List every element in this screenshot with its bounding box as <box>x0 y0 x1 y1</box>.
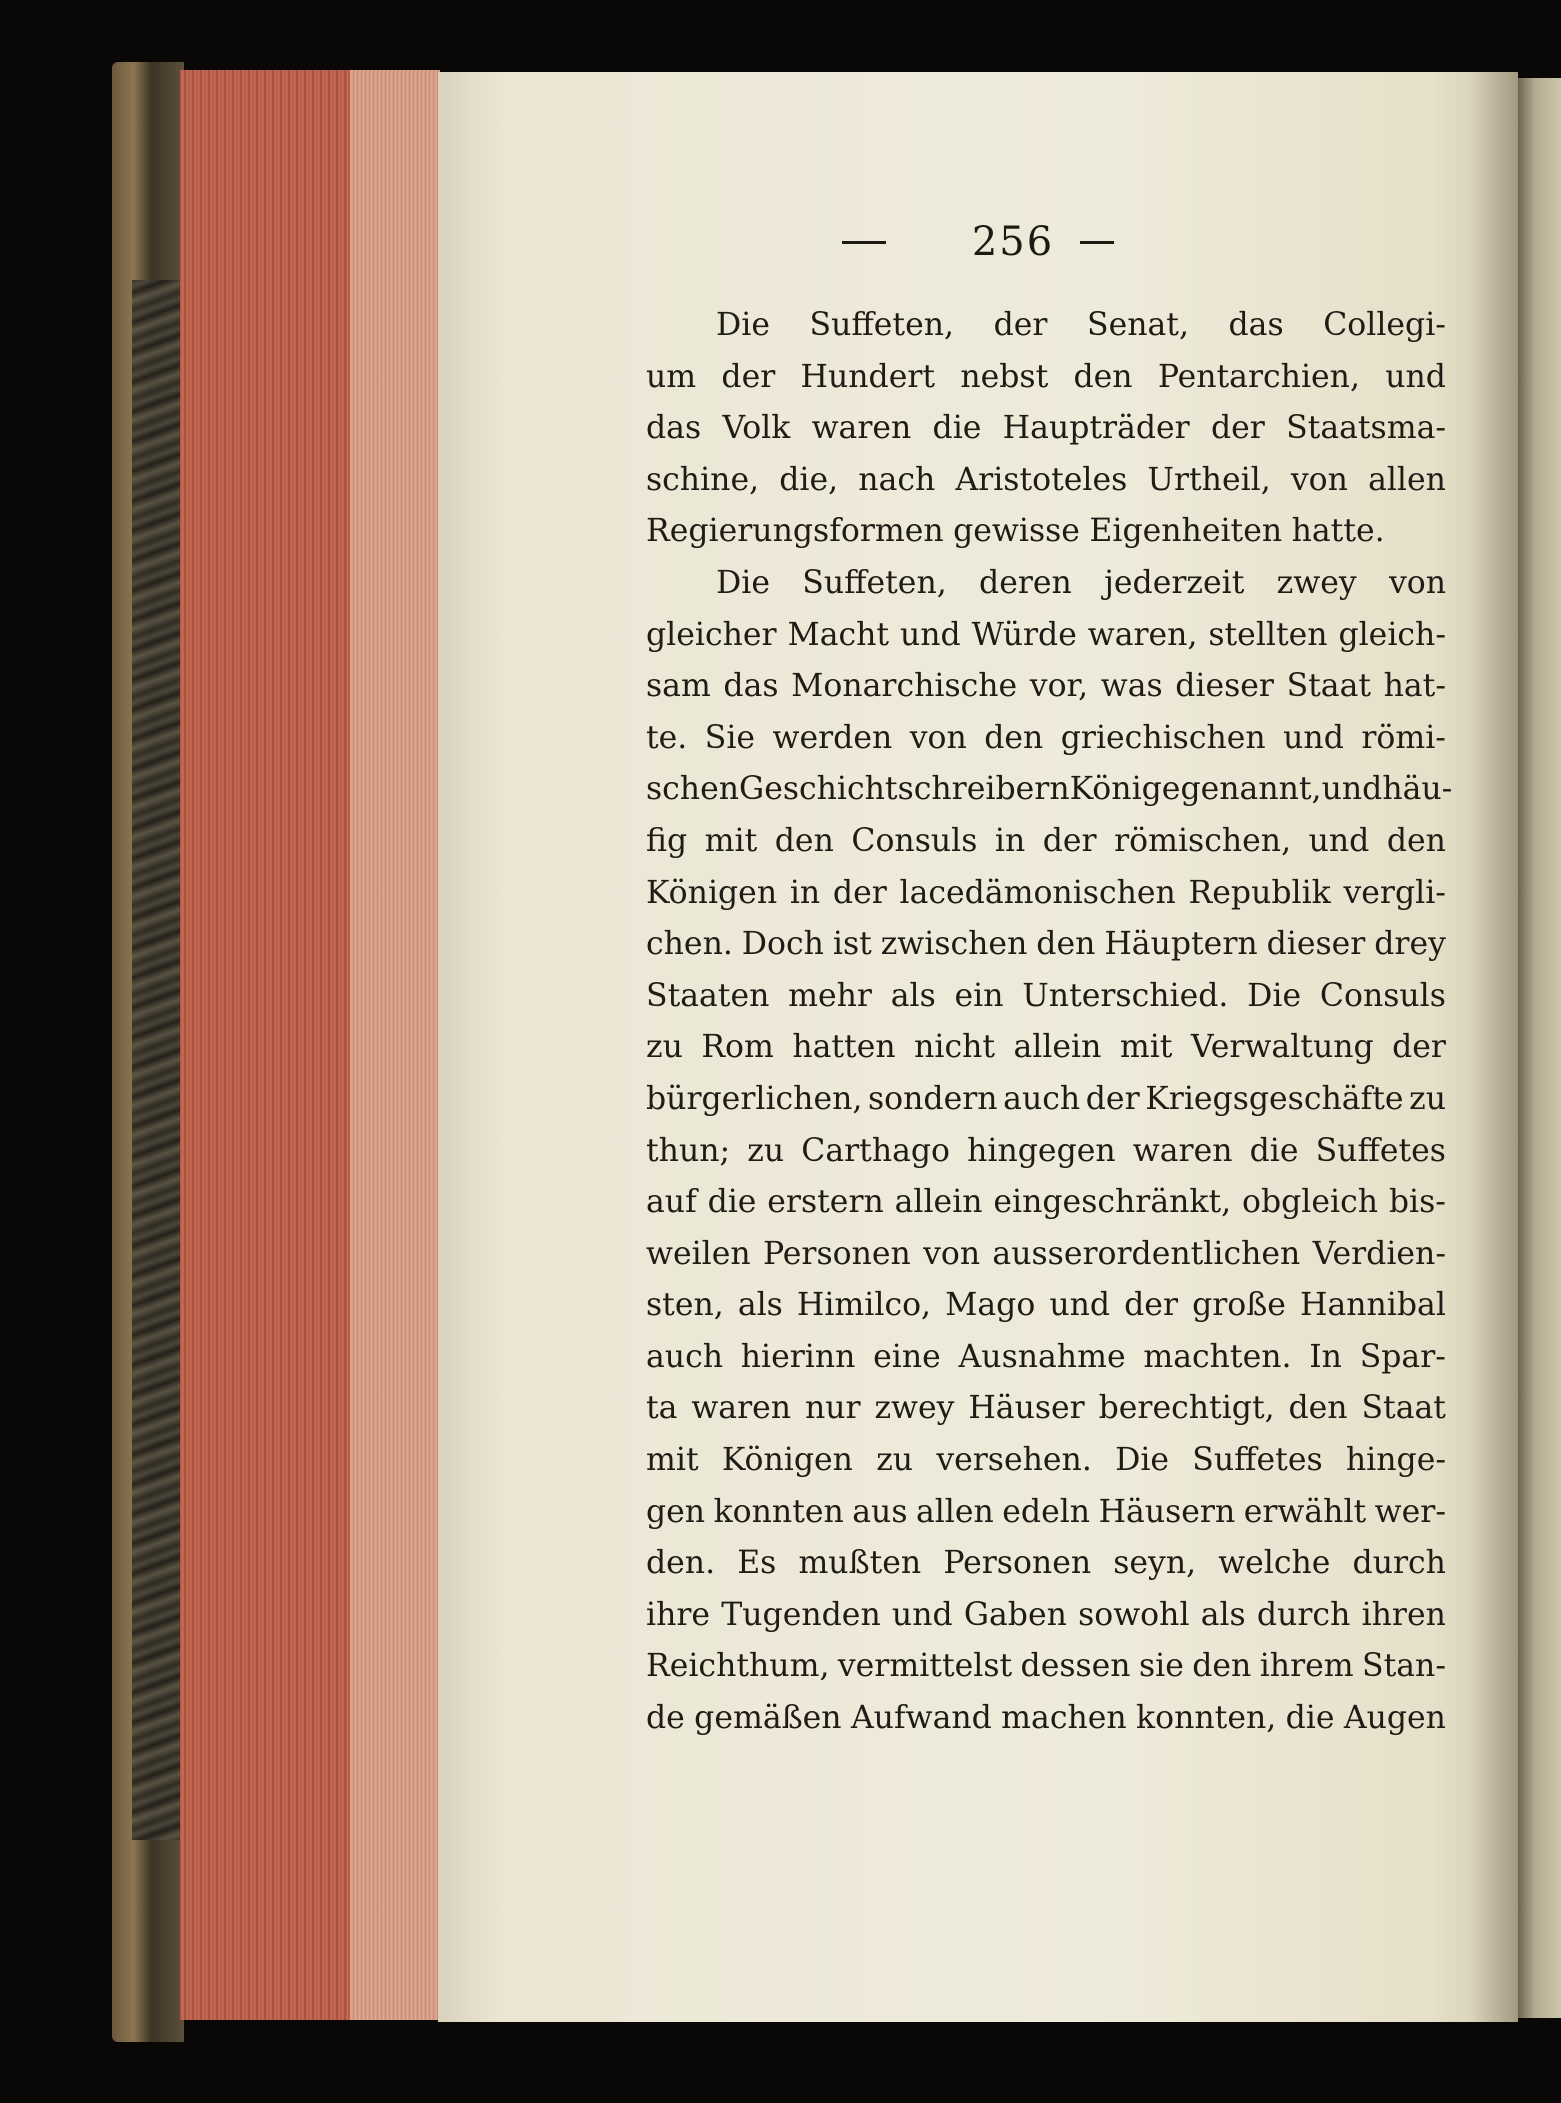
word: den <box>1192 1648 1252 1685</box>
word: Würde <box>971 616 1077 653</box>
word: sowohl <box>1078 1596 1190 1633</box>
word: durch <box>1256 1596 1351 1633</box>
word: jederzeit <box>1104 564 1245 601</box>
word: von <box>909 719 967 756</box>
word: nach <box>858 461 936 498</box>
word: sondern <box>868 1080 998 1117</box>
word: die <box>932 410 982 447</box>
word: mehr <box>788 977 872 1014</box>
word: welche <box>1218 1545 1331 1582</box>
word: Himilco, <box>796 1287 932 1324</box>
word: Staat <box>1286 668 1372 705</box>
word: ist <box>832 926 872 963</box>
word: der <box>1210 410 1265 447</box>
word: Mago <box>945 1287 1036 1324</box>
word: mußten <box>798 1545 922 1582</box>
text-line <box>646 1074 1446 1126</box>
text-line <box>646 1229 1446 1281</box>
word: mit <box>1119 1029 1173 1066</box>
word: nebst <box>960 358 1049 395</box>
text-line <box>646 610 1446 662</box>
word: versehen. <box>936 1442 1092 1479</box>
word: der <box>832 874 887 911</box>
word: bürgerlichen, <box>646 1080 863 1117</box>
word: Macht <box>787 616 890 653</box>
word: berechtigt, <box>1098 1390 1275 1427</box>
word: von <box>1290 461 1348 498</box>
word: zu <box>1409 1080 1446 1117</box>
marbled-cover-edge <box>132 280 184 1840</box>
word: und <box>1385 358 1446 395</box>
word: Staatsma- <box>1286 410 1446 447</box>
word: chen. <box>646 926 733 963</box>
word: Gaben <box>963 1596 1067 1633</box>
word: aus <box>852 1493 908 1530</box>
word: den <box>774 822 834 859</box>
word: allein <box>1013 1029 1102 1066</box>
word: Pentarchien, <box>1157 358 1360 395</box>
word: ihre <box>646 1596 711 1633</box>
word: die <box>707 1184 757 1221</box>
word: und <box>891 1596 953 1633</box>
word: Collegi- <box>1323 307 1446 343</box>
body-text <box>646 300 1453 1745</box>
word: Personen <box>943 1545 1092 1582</box>
word: Die <box>716 564 770 601</box>
word: Suffeten, <box>809 307 955 343</box>
word: Geschichtschreibern <box>739 771 1070 808</box>
word: Stan- <box>1362 1648 1446 1685</box>
word: den <box>1288 1390 1348 1427</box>
word: waren <box>811 410 912 447</box>
word: waren <box>691 1390 792 1427</box>
word: die <box>1285 1700 1335 1737</box>
word: hatte. <box>1291 513 1385 550</box>
word: Königen <box>646 874 778 911</box>
word: zu <box>876 1442 914 1479</box>
word: Königen <box>721 1442 853 1479</box>
word: Carthago <box>801 1132 951 1169</box>
word: Hundert <box>800 358 936 395</box>
text-line <box>646 1383 1446 1435</box>
word: ihrem <box>1259 1648 1354 1685</box>
text-line <box>646 971 1446 1023</box>
word: Tugenden <box>721 1596 881 1633</box>
word: hierinn <box>740 1338 856 1375</box>
word: weilen <box>646 1235 751 1272</box>
word: Häuptern <box>1104 926 1258 963</box>
word: Sie <box>704 719 756 756</box>
word: obgleich <box>1242 1184 1379 1221</box>
word: hat- <box>1383 668 1446 705</box>
text-line <box>646 1126 1446 1178</box>
word: häu- <box>1382 771 1453 808</box>
word: bis- <box>1388 1184 1446 1221</box>
text-line <box>646 352 1446 404</box>
text-line <box>646 1022 1446 1074</box>
word: nicht <box>914 1029 996 1066</box>
word: allein <box>894 1184 983 1221</box>
word: allen <box>915 1493 994 1530</box>
word: lacedämonischen <box>899 874 1176 911</box>
word: Republik <box>1188 874 1331 911</box>
word: sam <box>646 668 711 705</box>
word: und <box>1308 822 1370 859</box>
text-line <box>646 1538 1446 1590</box>
word: römi- <box>1361 719 1446 756</box>
word: schine, <box>646 461 760 498</box>
word: das <box>646 410 702 447</box>
word: der <box>1392 1029 1446 1066</box>
word: Verdien- <box>1312 1235 1446 1272</box>
word: Suffetes <box>1315 1132 1446 1169</box>
word: Suffeten, <box>802 564 947 601</box>
word: den <box>1386 822 1446 859</box>
word: wer- <box>1374 1493 1446 1530</box>
text-line <box>646 1435 1446 1487</box>
word: auf <box>646 1184 697 1221</box>
page-number: 256 <box>971 219 1055 265</box>
word: zwey <box>874 1390 955 1427</box>
text-line <box>646 868 1446 920</box>
word: sie <box>1138 1648 1184 1685</box>
word: eingeschränkt, <box>993 1184 1232 1221</box>
word: seyn, <box>1113 1545 1197 1582</box>
word: von <box>923 1235 981 1272</box>
word: Consuls <box>1319 977 1446 1014</box>
word: gemäßen <box>694 1700 842 1737</box>
word: stellten <box>1208 616 1328 653</box>
word: zwischen <box>880 926 1028 963</box>
word: Häusern <box>1098 1493 1236 1530</box>
word: In <box>1309 1338 1342 1375</box>
word: hatten <box>792 1029 896 1066</box>
word: Volk <box>722 410 791 447</box>
word: Reichthum, <box>646 1648 830 1685</box>
text-line <box>646 300 1446 352</box>
word: und <box>1321 771 1383 808</box>
word: ein <box>954 977 1004 1014</box>
word: konnten, <box>1136 1700 1277 1737</box>
word: der <box>1042 822 1097 859</box>
word: mit <box>704 822 758 859</box>
word: das <box>1228 307 1284 343</box>
word: schen <box>646 771 740 808</box>
word: der <box>721 358 776 395</box>
text-line <box>646 661 1446 713</box>
word: waren <box>1132 1132 1233 1169</box>
text-line <box>646 1332 1446 1384</box>
word: Kriegsgeschäfte <box>1145 1080 1404 1117</box>
word: Haupträder <box>1002 410 1190 447</box>
word: Aristoteles <box>955 461 1128 498</box>
word: eine <box>873 1338 941 1375</box>
word: der <box>993 307 1048 343</box>
word: Suffetes <box>1192 1442 1323 1479</box>
text-line <box>646 816 1446 868</box>
page-header <box>438 212 1518 272</box>
text-line <box>646 713 1446 765</box>
word: gleich- <box>1338 616 1446 653</box>
word: die, <box>779 461 839 498</box>
word: Doch <box>741 926 824 963</box>
word: und <box>899 616 961 653</box>
word: de <box>646 1700 685 1737</box>
word: das <box>723 668 779 705</box>
word: Consuls <box>851 822 978 859</box>
word: zu <box>747 1132 785 1169</box>
word: Hannibal <box>1299 1287 1446 1324</box>
text-line <box>646 403 1446 455</box>
word: allen <box>1368 461 1446 498</box>
word: auch <box>646 1338 723 1375</box>
word: machten. <box>1143 1338 1292 1375</box>
word: vermittelst <box>837 1648 1013 1685</box>
text-line <box>646 764 1453 816</box>
text-line <box>646 1177 1446 1229</box>
word: als <box>1200 1596 1246 1633</box>
word: was <box>1100 668 1163 705</box>
word: Unterschied. <box>1022 977 1229 1014</box>
word: Verwaltung <box>1190 1029 1374 1066</box>
word: und <box>1283 719 1344 756</box>
word: auch <box>1003 1080 1081 1117</box>
word: gewisse <box>953 513 1080 550</box>
gutter-shadow <box>1470 72 1518 2022</box>
word: durch <box>1352 1545 1446 1582</box>
word: hingegen <box>967 1132 1116 1169</box>
word: vergli- <box>1343 874 1446 911</box>
word: römischen, <box>1114 822 1292 859</box>
word: in <box>789 874 821 911</box>
word: große <box>1192 1287 1286 1324</box>
word: Die <box>1247 977 1302 1014</box>
header-dash-left <box>842 241 886 244</box>
word: in <box>994 822 1026 859</box>
word: drey <box>1374 926 1446 963</box>
word: Personen <box>762 1235 911 1272</box>
word: deren <box>979 564 1072 601</box>
word: edeln <box>1002 1493 1091 1530</box>
word: Die <box>1115 1442 1170 1479</box>
facing-page <box>1518 78 1561 2018</box>
word: zwey <box>1276 564 1357 601</box>
word: und <box>1049 1287 1111 1324</box>
word: waren, <box>1087 616 1198 653</box>
word: den <box>1073 358 1133 395</box>
word: te. <box>646 719 688 756</box>
word: genannt, <box>1180 771 1322 808</box>
word: dieser <box>1266 926 1366 963</box>
word: gen <box>646 1493 706 1530</box>
text-line <box>646 455 1446 507</box>
word: Spar- <box>1359 1338 1446 1375</box>
word: griechischen <box>1060 719 1266 756</box>
text-line <box>646 1693 1446 1745</box>
word: Häuser <box>968 1390 1085 1427</box>
text-line <box>646 919 1446 971</box>
text-line <box>646 558 1446 610</box>
word: machen <box>1001 1700 1127 1737</box>
word: als <box>890 977 936 1014</box>
word: vor, <box>1029 668 1089 705</box>
word: Eigenheiten <box>1089 513 1283 550</box>
text-line <box>646 506 1446 558</box>
word: Rom <box>701 1029 774 1066</box>
word: Urtheil, <box>1147 461 1271 498</box>
word: dessen <box>1020 1648 1131 1685</box>
word: werden <box>772 719 893 756</box>
word: zu <box>646 1029 683 1066</box>
text-line <box>646 1487 1446 1539</box>
word: um <box>646 358 697 395</box>
word: sten, <box>646 1287 724 1324</box>
word: hinge- <box>1345 1442 1446 1479</box>
word: erstern <box>767 1184 884 1221</box>
word: mit <box>646 1442 699 1479</box>
word: der <box>1124 1287 1179 1324</box>
word: Könige <box>1069 771 1181 808</box>
word: Staaten <box>646 977 770 1014</box>
word: Staat <box>1361 1390 1446 1427</box>
header-dash-right <box>1080 241 1114 244</box>
word: den. <box>646 1545 716 1582</box>
word: konnten <box>713 1493 844 1530</box>
word: nur <box>804 1390 861 1427</box>
word: Ausnahme <box>958 1338 1126 1375</box>
text-line <box>646 1641 1446 1693</box>
word: Senat, <box>1087 307 1189 343</box>
word: der <box>1085 1080 1140 1117</box>
word: Die <box>716 307 770 343</box>
word: ihren <box>1361 1596 1446 1633</box>
word: fig <box>646 822 688 859</box>
word: Regierungsformen <box>646 513 944 550</box>
word: erwählt <box>1243 1493 1367 1530</box>
word: Es <box>737 1545 777 1582</box>
word: thun; <box>646 1132 731 1169</box>
word: den <box>1036 926 1096 963</box>
word: als <box>737 1287 783 1324</box>
word: Aufwand <box>850 1700 992 1737</box>
word: den <box>984 719 1044 756</box>
text-line <box>646 1280 1446 1332</box>
word: von <box>1388 564 1446 601</box>
word: Monarchische <box>791 668 1018 705</box>
word: Augen <box>1343 1700 1446 1737</box>
word: dieser <box>1175 668 1274 705</box>
word: ausserordentlichen <box>992 1235 1301 1272</box>
text-line <box>646 1590 1446 1642</box>
word: gleicher <box>646 616 777 653</box>
word: die <box>1249 1132 1299 1169</box>
page-edges <box>180 70 440 2020</box>
word: ta <box>646 1390 678 1427</box>
